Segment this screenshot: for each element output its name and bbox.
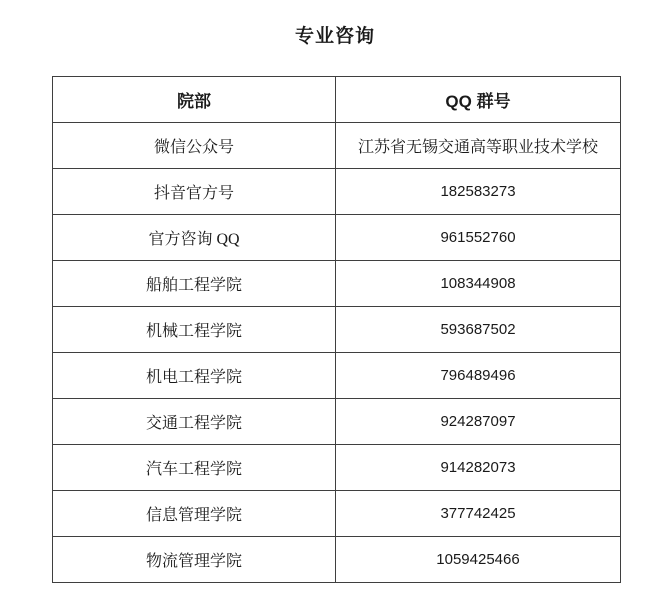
department-cell: 机械工程学院 [53,307,336,353]
department-cell: 船舶工程学院 [53,261,336,307]
department-cell: 官方咨询 QQ [53,215,336,261]
table-row [53,491,621,537]
table-row [53,261,621,307]
table-row [53,399,621,445]
department-cell: 抖音官方号 [53,169,336,215]
table-row [53,445,621,491]
table-row [53,215,621,261]
table-row [53,353,621,399]
department-cell: 物流管理学院 [53,537,336,583]
table-row [53,307,621,353]
table-row [53,537,621,583]
column-header-qq-group: QQ 群号 [336,77,621,123]
qq-cell: 1059425466 [336,537,621,583]
qq-cell: 961552760 [336,215,621,261]
department-cell: 机电工程学院 [53,353,336,399]
qq-cell: 593687502 [336,307,621,353]
department-cell: 信息管理学院 [53,491,336,537]
qq-cell: 108344908 [336,261,621,307]
qq-cell: 914282073 [336,445,621,491]
page-title: 专业咨询 [294,26,375,47]
table-row [53,123,621,169]
department-cell: 交通工程学院 [53,399,336,445]
qq-cell: 377742425 [336,491,621,537]
table-header-row [53,77,621,123]
department-cell: 微信公众号 [53,123,336,169]
department-cell: 汽车工程学院 [53,445,336,491]
qq-cell: 924287097 [336,399,621,445]
document-page [0,26,670,611]
qq-cell: 江苏省无锡交通高等职业技术学校 [336,123,621,169]
column-header-department: 院部 [53,77,336,123]
qq-cell: 182583273 [336,169,621,215]
consultation-table [52,76,621,583]
table-row [53,169,621,215]
qq-cell: 796489496 [336,353,621,399]
